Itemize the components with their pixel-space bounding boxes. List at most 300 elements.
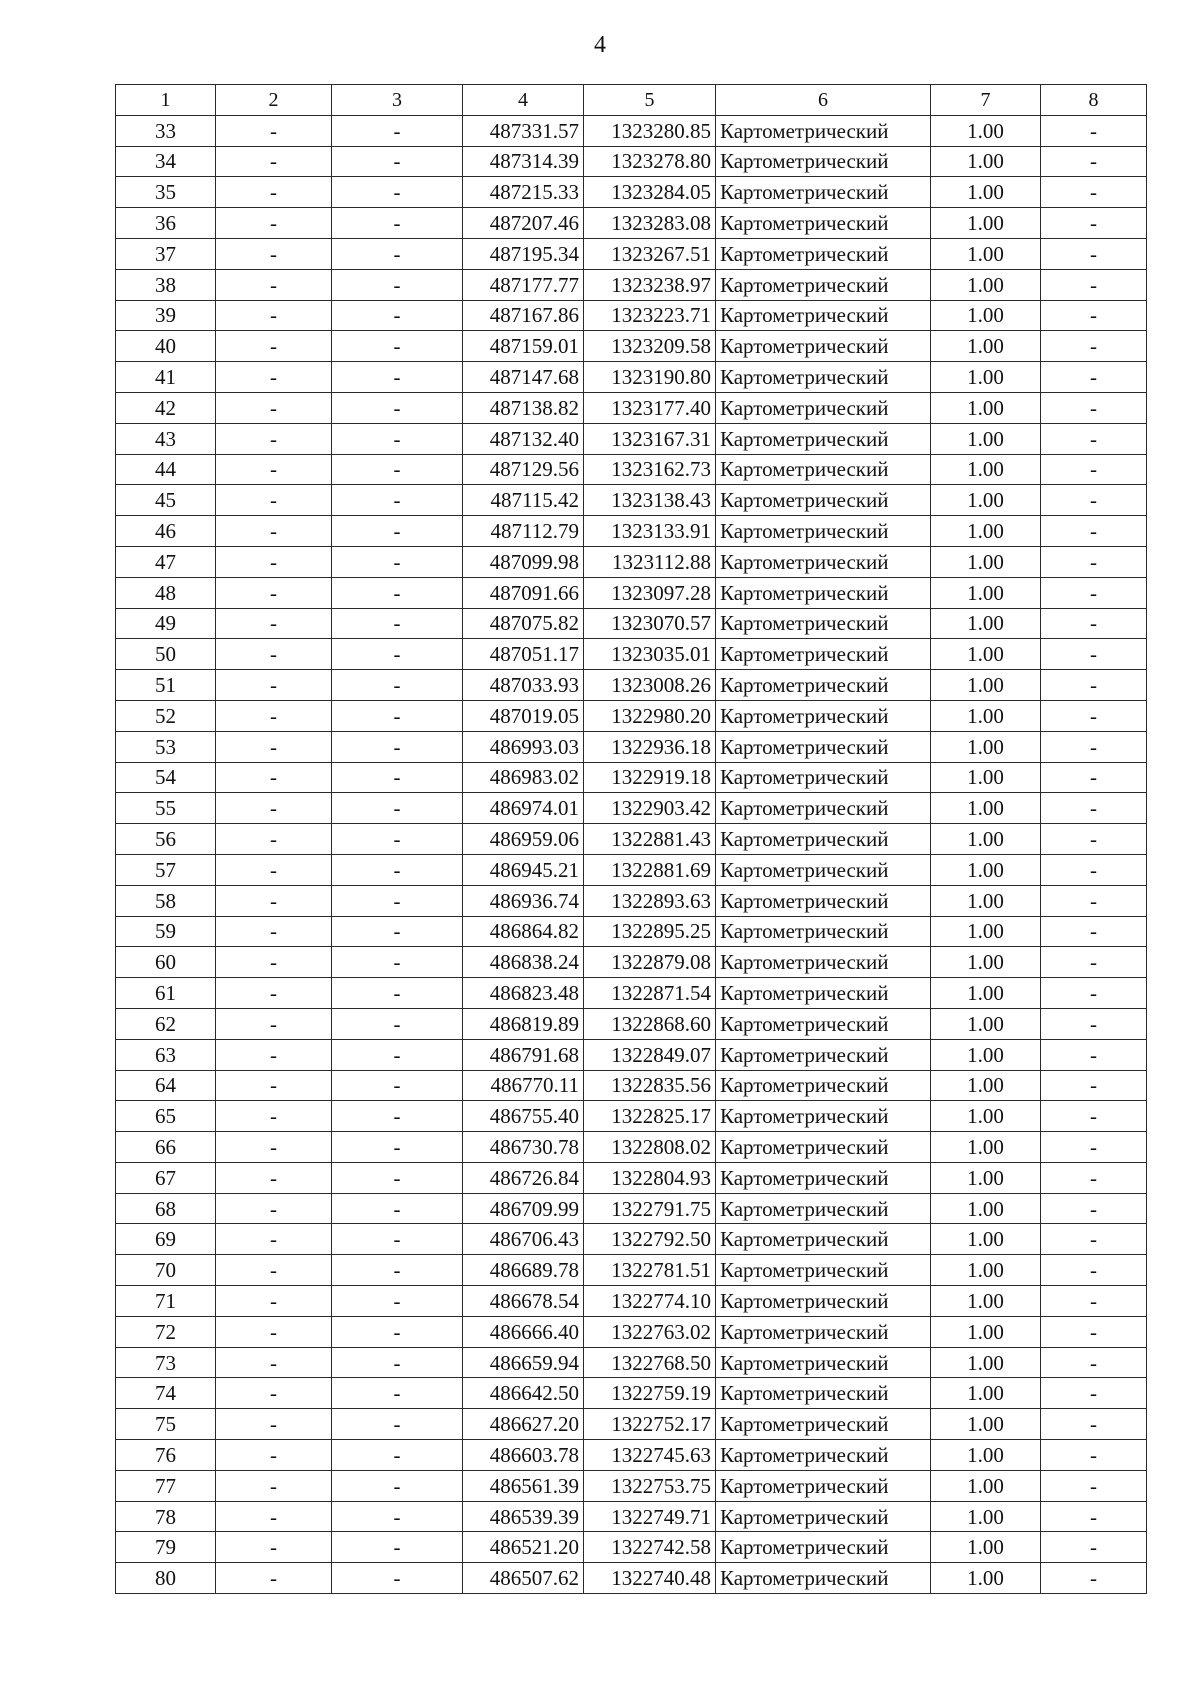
col3-cell: -	[332, 115, 463, 146]
method-cell: Картометрический	[716, 1316, 931, 1347]
point-number-cell: 75	[116, 1409, 216, 1440]
point-number-cell: 67	[116, 1162, 216, 1193]
x-coordinate-cell: 486666.40	[463, 1316, 584, 1347]
accuracy-cell: 1.00	[931, 731, 1041, 762]
table-row	[116, 177, 1147, 208]
col2-cell: -	[216, 1101, 332, 1132]
col8-cell: -	[1041, 269, 1147, 300]
col2-cell: -	[216, 1162, 332, 1193]
method-cell: Картометрический	[716, 331, 931, 362]
accuracy-cell: 1.00	[931, 670, 1041, 701]
col2-cell: -	[216, 454, 332, 485]
col8-cell: -	[1041, 947, 1147, 978]
col3-cell: -	[332, 916, 463, 947]
point-number-cell: 62	[116, 1008, 216, 1039]
method-cell: Картометрический	[716, 1286, 931, 1317]
accuracy-cell: 1.00	[931, 1132, 1041, 1163]
col8-cell: -	[1041, 1470, 1147, 1501]
table-row	[116, 1286, 1147, 1317]
table-row	[116, 947, 1147, 978]
y-coordinate-cell: 1322825.17	[584, 1101, 716, 1132]
method-cell: Картометрический	[716, 762, 931, 793]
col8-cell: -	[1041, 238, 1147, 269]
col3-cell: -	[332, 177, 463, 208]
y-coordinate-cell: 1322835.56	[584, 1070, 716, 1101]
point-number-cell: 43	[116, 423, 216, 454]
accuracy-cell: 1.00	[931, 1378, 1041, 1409]
method-cell: Картометрический	[716, 1039, 931, 1070]
y-coordinate-cell: 1323138.43	[584, 485, 716, 516]
col2-cell: -	[216, 485, 332, 516]
col3-cell: -	[332, 1378, 463, 1409]
table-row	[116, 1193, 1147, 1224]
col3-cell: -	[332, 577, 463, 608]
table-row	[116, 516, 1147, 547]
col2-cell: -	[216, 1470, 332, 1501]
table-row	[116, 608, 1147, 639]
col8-cell: -	[1041, 331, 1147, 362]
y-coordinate-cell: 1322792.50	[584, 1224, 716, 1255]
col8-cell: -	[1041, 731, 1147, 762]
col2-cell: -	[216, 916, 332, 947]
col2-cell: -	[216, 947, 332, 978]
col2-cell: -	[216, 146, 332, 177]
y-coordinate-cell: 1322742.58	[584, 1532, 716, 1563]
table-row	[116, 485, 1147, 516]
col3-cell: -	[332, 978, 463, 1009]
x-coordinate-cell: 487331.57	[463, 115, 584, 146]
col2-cell: -	[216, 1193, 332, 1224]
col2-cell: -	[216, 238, 332, 269]
method-cell: Картометрический	[716, 208, 931, 239]
coordinates-table	[115, 84, 1147, 1594]
method-cell: Картометрический	[716, 639, 931, 670]
point-number-cell: 46	[116, 516, 216, 547]
point-number-cell: 80	[116, 1563, 216, 1594]
col8-cell: -	[1041, 146, 1147, 177]
y-coordinate-cell: 1322740.48	[584, 1563, 716, 1594]
y-coordinate-cell: 1322936.18	[584, 731, 716, 762]
col8-cell: -	[1041, 516, 1147, 547]
x-coordinate-cell: 486864.82	[463, 916, 584, 947]
point-number-cell: 53	[116, 731, 216, 762]
y-coordinate-cell: 1322879.08	[584, 947, 716, 978]
table-row	[116, 1101, 1147, 1132]
header-cell: 5	[584, 85, 716, 116]
x-coordinate-cell: 487215.33	[463, 177, 584, 208]
col8-cell: -	[1041, 1132, 1147, 1163]
point-number-cell: 35	[116, 177, 216, 208]
method-cell: Картометрический	[716, 854, 931, 885]
method-cell: Картометрический	[716, 670, 931, 701]
point-number-cell: 51	[116, 670, 216, 701]
x-coordinate-cell: 486819.89	[463, 1008, 584, 1039]
table-row	[116, 1255, 1147, 1286]
col3-cell: -	[332, 947, 463, 978]
col8-cell: -	[1041, 700, 1147, 731]
col8-cell: -	[1041, 1563, 1147, 1594]
method-cell: Картометрический	[716, 1132, 931, 1163]
col8-cell: -	[1041, 485, 1147, 516]
col2-cell: -	[216, 1039, 332, 1070]
method-cell: Картометрический	[716, 485, 931, 516]
point-number-cell: 64	[116, 1070, 216, 1101]
col3-cell: -	[332, 300, 463, 331]
x-coordinate-cell: 486659.94	[463, 1347, 584, 1378]
point-number-cell: 45	[116, 485, 216, 516]
x-coordinate-cell: 486627.20	[463, 1409, 584, 1440]
y-coordinate-cell: 1322763.02	[584, 1316, 716, 1347]
x-coordinate-cell: 487314.39	[463, 146, 584, 177]
method-cell: Картометрический	[716, 1347, 931, 1378]
x-coordinate-cell: 487147.68	[463, 362, 584, 393]
col3-cell: -	[332, 1255, 463, 1286]
y-coordinate-cell: 1322808.02	[584, 1132, 716, 1163]
y-coordinate-cell: 1322980.20	[584, 700, 716, 731]
col2-cell: -	[216, 423, 332, 454]
col3-cell: -	[332, 1286, 463, 1317]
col8-cell: -	[1041, 916, 1147, 947]
x-coordinate-cell: 487112.79	[463, 516, 584, 547]
x-coordinate-cell: 486993.03	[463, 731, 584, 762]
x-coordinate-cell: 487159.01	[463, 331, 584, 362]
x-coordinate-cell: 487207.46	[463, 208, 584, 239]
x-coordinate-cell: 486770.11	[463, 1070, 584, 1101]
point-number-cell: 57	[116, 854, 216, 885]
method-cell: Картометрический	[716, 1501, 931, 1532]
y-coordinate-cell: 1323167.31	[584, 423, 716, 454]
table-row	[116, 146, 1147, 177]
point-number-cell: 59	[116, 916, 216, 947]
col8-cell: -	[1041, 762, 1147, 793]
y-coordinate-cell: 1323133.91	[584, 516, 716, 547]
table-row	[116, 1224, 1147, 1255]
point-number-cell: 73	[116, 1347, 216, 1378]
table-body	[116, 115, 1147, 1593]
x-coordinate-cell: 487091.66	[463, 577, 584, 608]
accuracy-cell: 1.00	[931, 392, 1041, 423]
col3-cell: -	[332, 1070, 463, 1101]
col2-cell: -	[216, 1070, 332, 1101]
y-coordinate-cell: 1323177.40	[584, 392, 716, 423]
col2-cell: -	[216, 362, 332, 393]
x-coordinate-cell: 487138.82	[463, 392, 584, 423]
col8-cell: -	[1041, 793, 1147, 824]
x-coordinate-cell: 487132.40	[463, 423, 584, 454]
y-coordinate-cell: 1323280.85	[584, 115, 716, 146]
header-cell: 4	[463, 85, 584, 116]
method-cell: Картометрический	[716, 546, 931, 577]
col2-cell: -	[216, 1224, 332, 1255]
col8-cell: -	[1041, 1224, 1147, 1255]
table-row	[116, 423, 1147, 454]
col2-cell: -	[216, 854, 332, 885]
col3-cell: -	[332, 885, 463, 916]
point-number-cell: 54	[116, 762, 216, 793]
col2-cell: -	[216, 1008, 332, 1039]
col2-cell: -	[216, 269, 332, 300]
accuracy-cell: 1.00	[931, 885, 1041, 916]
y-coordinate-cell: 1323209.58	[584, 331, 716, 362]
accuracy-cell: 1.00	[931, 978, 1041, 1009]
col2-cell: -	[216, 1532, 332, 1563]
point-number-cell: 49	[116, 608, 216, 639]
method-cell: Картометрический	[716, 1224, 931, 1255]
table-row	[116, 392, 1147, 423]
table-row	[116, 1132, 1147, 1163]
method-cell: Картометрический	[716, 1070, 931, 1101]
col2-cell: -	[216, 1316, 332, 1347]
point-number-cell: 44	[116, 454, 216, 485]
accuracy-cell: 1.00	[931, 1039, 1041, 1070]
accuracy-cell: 1.00	[931, 1316, 1041, 1347]
table-row	[116, 454, 1147, 485]
table-row	[116, 762, 1147, 793]
col3-cell: -	[332, 1409, 463, 1440]
method-cell: Картометрический	[716, 1255, 931, 1286]
col2-cell: -	[216, 1563, 332, 1594]
y-coordinate-cell: 1322791.75	[584, 1193, 716, 1224]
y-coordinate-cell: 1322881.43	[584, 824, 716, 855]
col3-cell: -	[332, 1532, 463, 1563]
accuracy-cell: 1.00	[931, 1162, 1041, 1193]
method-cell: Картометрический	[716, 238, 931, 269]
method-cell: Картометрический	[716, 392, 931, 423]
col8-cell: -	[1041, 1255, 1147, 1286]
method-cell: Картометрический	[716, 947, 931, 978]
col3-cell: -	[332, 608, 463, 639]
col8-cell: -	[1041, 1162, 1147, 1193]
col8-cell: -	[1041, 392, 1147, 423]
col3-cell: -	[332, 546, 463, 577]
col3-cell: -	[332, 1162, 463, 1193]
method-cell: Картометрический	[716, 177, 931, 208]
point-number-cell: 38	[116, 269, 216, 300]
col3-cell: -	[332, 331, 463, 362]
accuracy-cell: 1.00	[931, 793, 1041, 824]
col3-cell: -	[332, 454, 463, 485]
table-row	[116, 1409, 1147, 1440]
col2-cell: -	[216, 331, 332, 362]
y-coordinate-cell: 1322752.17	[584, 1409, 716, 1440]
x-coordinate-cell: 487129.56	[463, 454, 584, 485]
col3-cell: -	[332, 1132, 463, 1163]
col2-cell: -	[216, 608, 332, 639]
x-coordinate-cell: 487195.34	[463, 238, 584, 269]
x-coordinate-cell: 486936.74	[463, 885, 584, 916]
col3-cell: -	[332, 516, 463, 547]
col2-cell: -	[216, 1501, 332, 1532]
y-coordinate-cell: 1322868.60	[584, 1008, 716, 1039]
accuracy-cell: 1.00	[931, 947, 1041, 978]
table-row	[116, 1378, 1147, 1409]
col3-cell: -	[332, 1039, 463, 1070]
method-cell: Картометрический	[716, 454, 931, 485]
point-number-cell: 71	[116, 1286, 216, 1317]
col3-cell: -	[332, 1224, 463, 1255]
accuracy-cell: 1.00	[931, 177, 1041, 208]
col3-cell: -	[332, 854, 463, 885]
accuracy-cell: 1.00	[931, 485, 1041, 516]
col2-cell: -	[216, 1378, 332, 1409]
col8-cell: -	[1041, 1501, 1147, 1532]
method-cell: Картометрический	[716, 793, 931, 824]
method-cell: Картометрический	[716, 1440, 931, 1471]
page-number: 4	[594, 32, 606, 58]
header-row	[116, 85, 1147, 116]
x-coordinate-cell: 486521.20	[463, 1532, 584, 1563]
method-cell: Картометрический	[716, 1563, 931, 1594]
col2-cell: -	[216, 1440, 332, 1471]
table-row	[116, 793, 1147, 824]
x-coordinate-cell: 486791.68	[463, 1039, 584, 1070]
x-coordinate-cell: 487177.77	[463, 269, 584, 300]
method-cell: Картометрический	[716, 824, 931, 855]
col8-cell: -	[1041, 115, 1147, 146]
point-number-cell: 36	[116, 208, 216, 239]
point-number-cell: 69	[116, 1224, 216, 1255]
col8-cell: -	[1041, 177, 1147, 208]
col8-cell: -	[1041, 1008, 1147, 1039]
col8-cell: -	[1041, 362, 1147, 393]
accuracy-cell: 1.00	[931, 1501, 1041, 1532]
col8-cell: -	[1041, 208, 1147, 239]
table-row	[116, 208, 1147, 239]
x-coordinate-cell: 486945.21	[463, 854, 584, 885]
table-row	[116, 300, 1147, 331]
x-coordinate-cell: 486561.39	[463, 1470, 584, 1501]
col8-cell: -	[1041, 300, 1147, 331]
table-row	[116, 639, 1147, 670]
point-number-cell: 40	[116, 331, 216, 362]
col2-cell: -	[216, 1347, 332, 1378]
col8-cell: -	[1041, 1347, 1147, 1378]
col3-cell: -	[332, 1101, 463, 1132]
col8-cell: -	[1041, 577, 1147, 608]
accuracy-cell: 1.00	[931, 1470, 1041, 1501]
point-number-cell: 50	[116, 639, 216, 670]
table-row	[116, 1501, 1147, 1532]
table-row	[116, 1070, 1147, 1101]
y-coordinate-cell: 1323162.73	[584, 454, 716, 485]
col8-cell: -	[1041, 885, 1147, 916]
point-number-cell: 56	[116, 824, 216, 855]
accuracy-cell: 1.00	[931, 762, 1041, 793]
col8-cell: -	[1041, 670, 1147, 701]
point-number-cell: 61	[116, 978, 216, 1009]
table-row	[116, 238, 1147, 269]
col2-cell: -	[216, 670, 332, 701]
accuracy-cell: 1.00	[931, 577, 1041, 608]
point-number-cell: 68	[116, 1193, 216, 1224]
col3-cell: -	[332, 208, 463, 239]
x-coordinate-cell: 486730.78	[463, 1132, 584, 1163]
x-coordinate-cell: 486678.54	[463, 1286, 584, 1317]
x-coordinate-cell: 486642.50	[463, 1378, 584, 1409]
point-number-cell: 47	[116, 546, 216, 577]
y-coordinate-cell: 1323190.80	[584, 362, 716, 393]
point-number-cell: 37	[116, 238, 216, 269]
table-row	[116, 885, 1147, 916]
y-coordinate-cell: 1322745.63	[584, 1440, 716, 1471]
col8-cell: -	[1041, 608, 1147, 639]
y-coordinate-cell: 1323223.71	[584, 300, 716, 331]
col2-cell: -	[216, 546, 332, 577]
accuracy-cell: 1.00	[931, 854, 1041, 885]
col3-cell: -	[332, 423, 463, 454]
col3-cell: -	[332, 1563, 463, 1594]
col8-cell: -	[1041, 854, 1147, 885]
method-cell: Картометрический	[716, 885, 931, 916]
col3-cell: -	[332, 1440, 463, 1471]
method-cell: Картометрический	[716, 700, 931, 731]
col2-cell: -	[216, 731, 332, 762]
x-coordinate-cell: 487019.05	[463, 700, 584, 731]
point-number-cell: 74	[116, 1378, 216, 1409]
header-cell: 1	[116, 85, 216, 116]
method-cell: Картометрический	[716, 1101, 931, 1132]
header-cell: 3	[332, 85, 463, 116]
col8-cell: -	[1041, 1286, 1147, 1317]
col3-cell: -	[332, 485, 463, 516]
col3-cell: -	[332, 238, 463, 269]
accuracy-cell: 1.00	[931, 454, 1041, 485]
method-cell: Картометрический	[716, 577, 931, 608]
point-number-cell: 79	[116, 1532, 216, 1563]
table-row	[116, 670, 1147, 701]
col8-cell: -	[1041, 1378, 1147, 1409]
method-cell: Картометрический	[716, 1193, 931, 1224]
col8-cell: -	[1041, 1532, 1147, 1563]
col8-cell: -	[1041, 824, 1147, 855]
table-row	[116, 700, 1147, 731]
table-row	[116, 1008, 1147, 1039]
table-row	[116, 731, 1147, 762]
point-number-cell: 76	[116, 1440, 216, 1471]
table-row	[116, 1532, 1147, 1563]
point-number-cell: 63	[116, 1039, 216, 1070]
header-cell: 6	[716, 85, 931, 116]
accuracy-cell: 1.00	[931, 1286, 1041, 1317]
col3-cell: -	[332, 1316, 463, 1347]
col8-cell: -	[1041, 1316, 1147, 1347]
method-cell: Картометрический	[716, 1008, 931, 1039]
col3-cell: -	[332, 762, 463, 793]
accuracy-cell: 1.00	[931, 146, 1041, 177]
col3-cell: -	[332, 824, 463, 855]
x-coordinate-cell: 487033.93	[463, 670, 584, 701]
x-coordinate-cell: 486706.43	[463, 1224, 584, 1255]
header-cell: 7	[931, 85, 1041, 116]
table-row	[116, 1162, 1147, 1193]
col8-cell: -	[1041, 1409, 1147, 1440]
x-coordinate-cell: 486726.84	[463, 1162, 584, 1193]
method-cell: Картометрический	[716, 978, 931, 1009]
y-coordinate-cell: 1322849.07	[584, 1039, 716, 1070]
col2-cell: -	[216, 1286, 332, 1317]
y-coordinate-cell: 1323267.51	[584, 238, 716, 269]
y-coordinate-cell: 1322768.50	[584, 1347, 716, 1378]
method-cell: Картометрический	[716, 731, 931, 762]
y-coordinate-cell: 1322753.75	[584, 1470, 716, 1501]
x-coordinate-cell: 486689.78	[463, 1255, 584, 1286]
accuracy-cell: 1.00	[931, 546, 1041, 577]
accuracy-cell: 1.00	[931, 516, 1041, 547]
table-row	[116, 331, 1147, 362]
table-row	[116, 1039, 1147, 1070]
accuracy-cell: 1.00	[931, 1193, 1041, 1224]
y-coordinate-cell: 1322903.42	[584, 793, 716, 824]
